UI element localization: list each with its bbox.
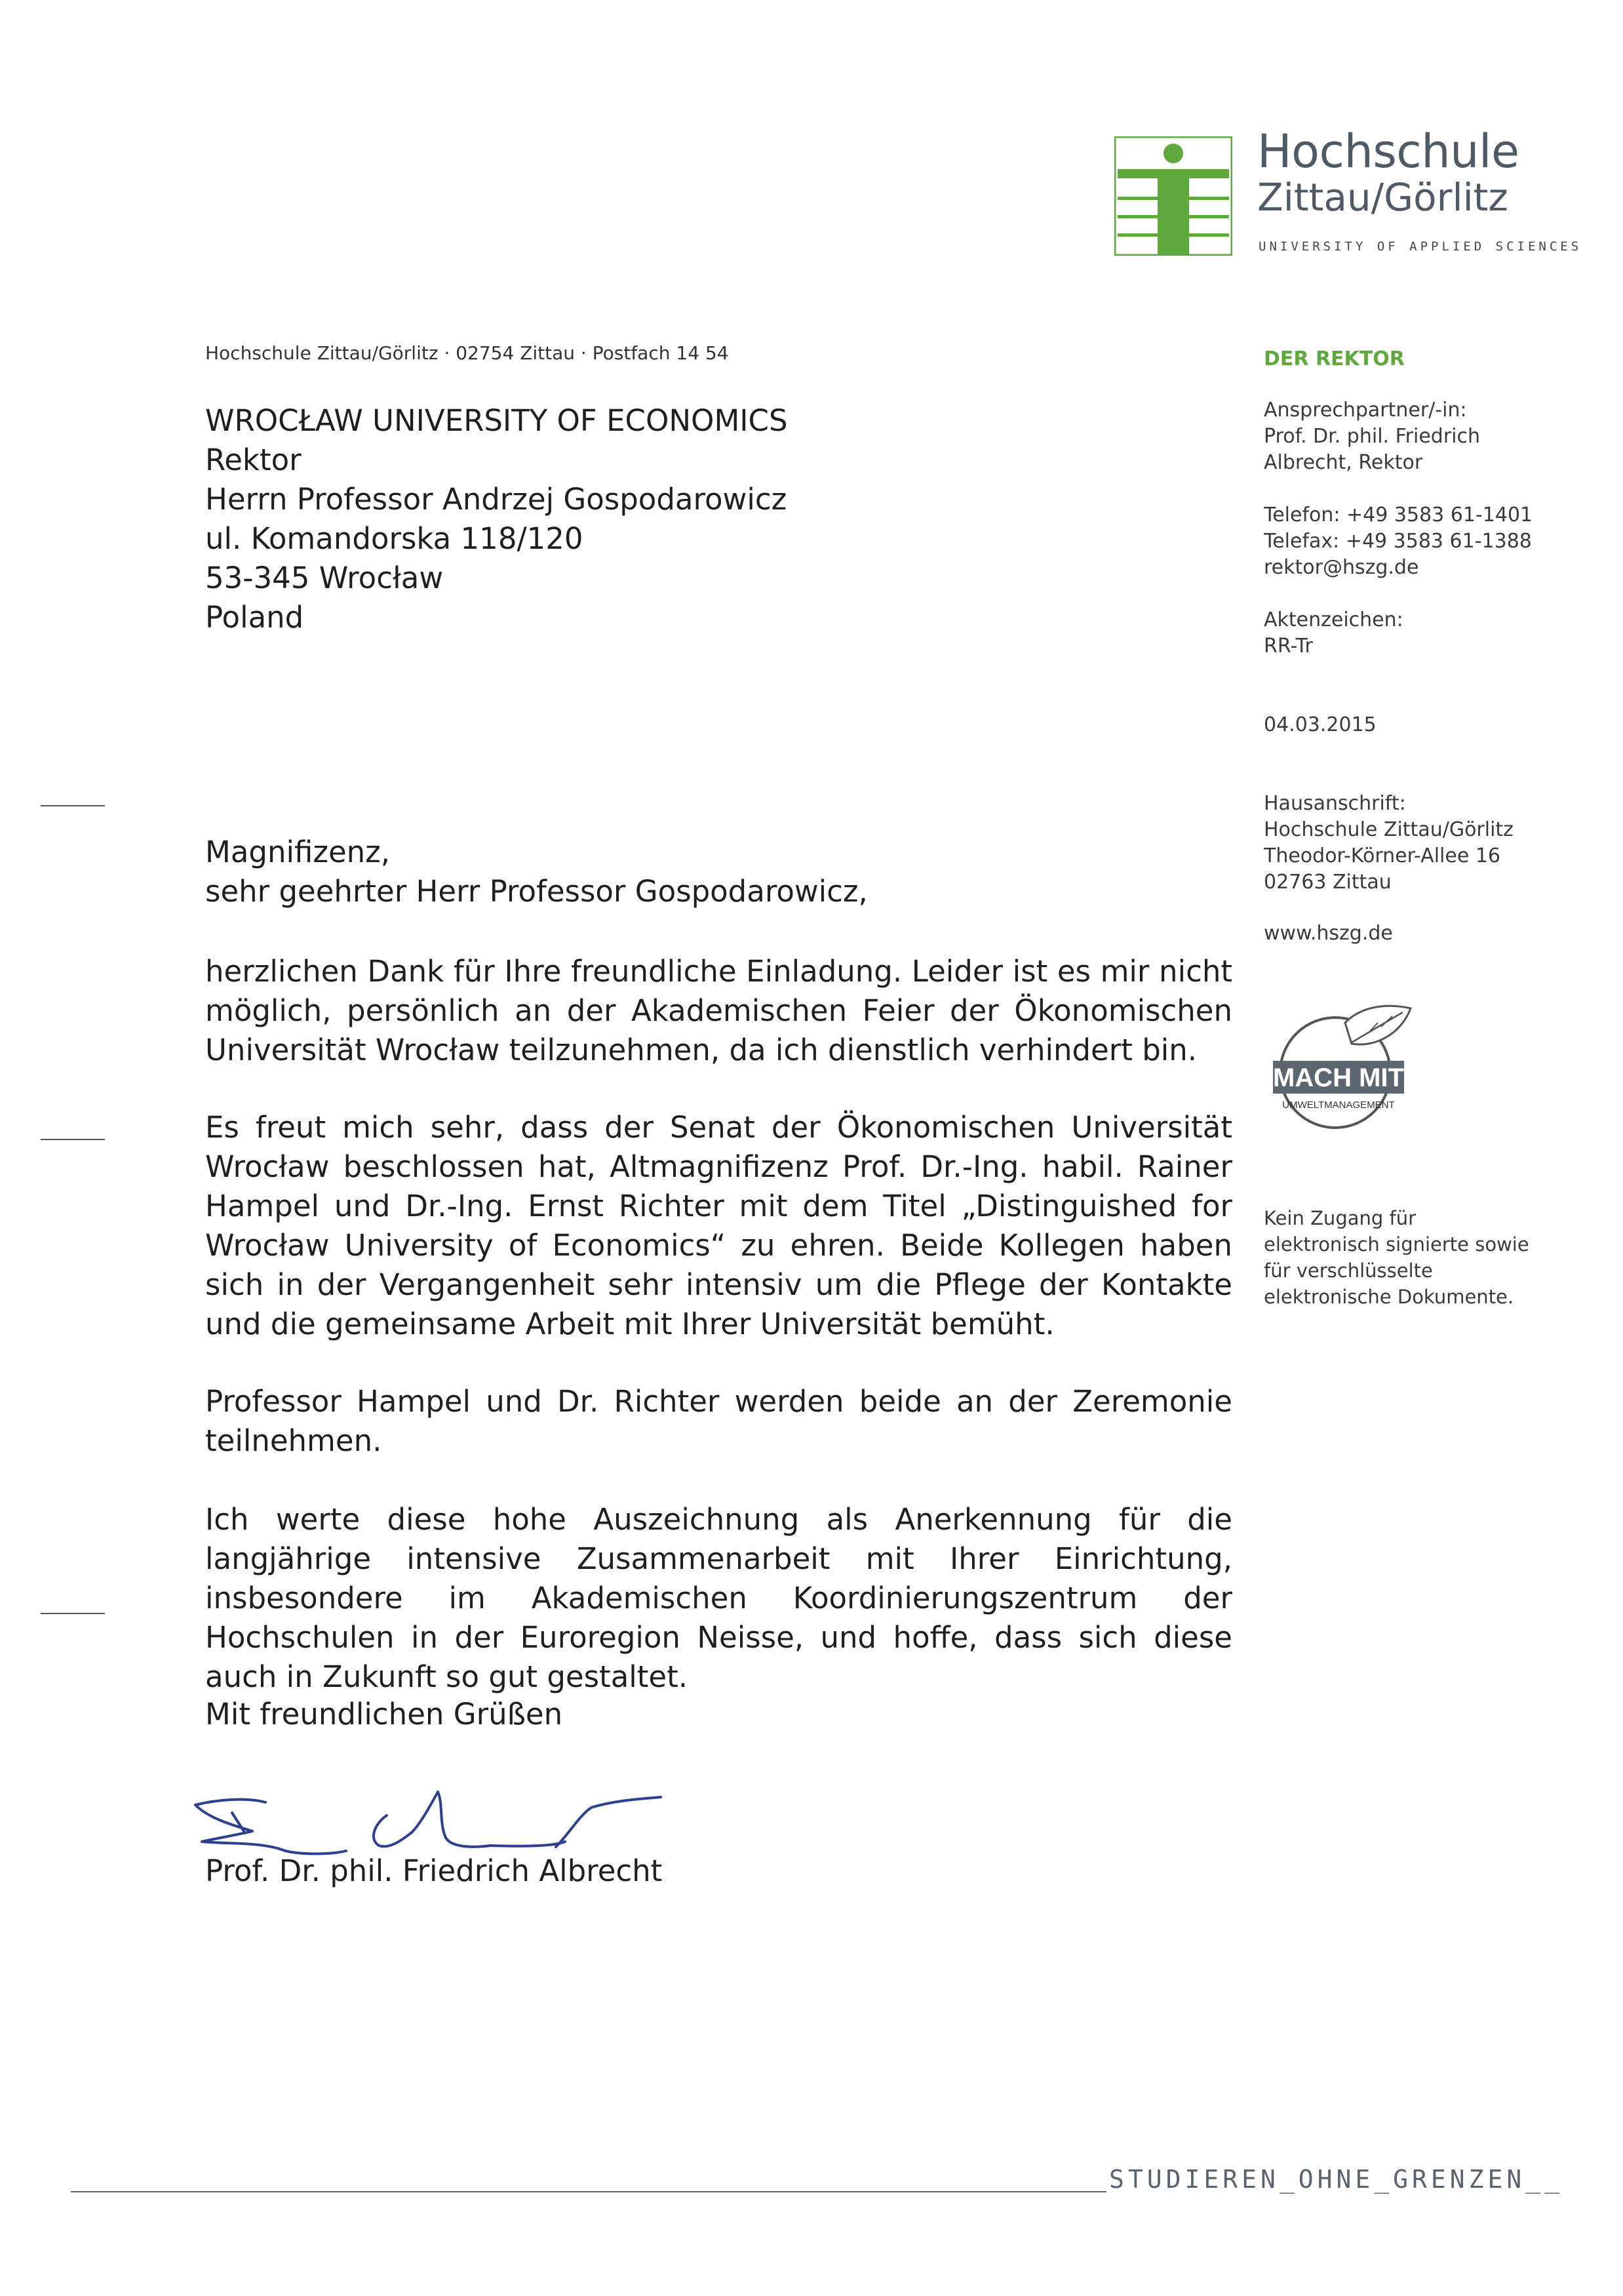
contact-name: Prof. Dr. phil. Friedrich [1264, 425, 1481, 448]
footer-rule [71, 2191, 1106, 2192]
badge-title: MACH MIT [1273, 1063, 1404, 1092]
salutation-line: Magnifizenz, [205, 835, 391, 869]
notice-line: für verschlüsselte [1264, 1259, 1433, 1282]
university-logo-icon [1114, 136, 1232, 256]
reference-label: Aktenzeichen: [1264, 608, 1403, 631]
logo-tagline: UNIVERSITY OF APPLIED SCIENCES [1259, 239, 1582, 254]
signer-name: Prof. Dr. phil. Friedrich Albrecht [205, 1853, 663, 1888]
recipient-line: Rektor [205, 443, 302, 477]
body-paragraph: Ich werte diese hohe Auszeichnung als Anerkennung für die langjährige intensive Zusammenarbeit mit Ihrer Einrichtung, insbesondere im Akademischen Koordinierungszentrum der Hochschulen in der Euroregion Neisse, und hoffe, dass sich diese auch in Zukunft so gut gestaltet. [205, 1502, 1232, 1694]
address-line: 02763 Zittau [1264, 871, 1392, 894]
body-paragraph: herzlichen Dank für Ihre freundliche Einladung. Leider ist es mir nicht möglich, persönlich an der Akademischen Feier der Ökonomischen Universität Wrocław teilzunehmen, da ich dienstlich verhindert bin. [205, 954, 1232, 1067]
recipient-line: Herrn Professor Andrzej Gospodarowicz [205, 482, 787, 517]
sidebar-heading: DER REKTOR [1264, 347, 1405, 370]
email-address: rektor@hszg.de [1264, 556, 1419, 579]
fax-number: Telefax: +49 3583 61-1388 [1264, 530, 1532, 553]
contact-details [1264, 502, 1572, 581]
letter-date: 04.03.2015 [1264, 713, 1377, 736]
salutation [205, 833, 868, 911]
address-label: Hausanschrift: [1264, 792, 1406, 815]
closing-formula: Mit freundlichen Grüßen [205, 1697, 563, 1732]
notice-line: elektronische Dokumente. [1264, 1286, 1514, 1308]
sender-return-address: Hochschule Zittau/Görlitz · 02754 Zittau · Postfach 14 54 [205, 342, 729, 364]
fold-mark [41, 1139, 105, 1140]
phone-number: Telefon: +49 3583 61-1401 [1264, 504, 1533, 526]
website: www.hszg.de [1264, 922, 1393, 945]
logo-subtitle: Zittau/Görlitz [1257, 175, 1508, 220]
fold-mark [41, 1613, 105, 1614]
badge-subtitle: UMWELTMANAGEMENT [1282, 1099, 1395, 1111]
body-paragraph: Professor Hampel und Dr. Richter werden beide an der Zeremonie teilnehmen. [205, 1384, 1232, 1458]
recipient-address [205, 401, 788, 637]
address-line: Theodor-Körner-Allee 16 [1264, 844, 1500, 867]
salutation-line: sehr geehrter Herr Professor Gospodarowicz, [205, 874, 868, 909]
electronic-documents-notice [1264, 1205, 1572, 1310]
logo-title: Hochschule [1257, 125, 1519, 178]
contact-name: Albrecht, Rektor [1264, 451, 1423, 474]
fold-mark [41, 805, 105, 806]
notice-line: elektronisch signierte sowie [1264, 1233, 1529, 1256]
recipient-line: ul. Komandorska 118/120 [205, 521, 583, 556]
body-paragraph: Es freut mich sehr, dass der Senat der Ökonomischen Universität Wrocław beschlossen hat, Altmagnifizenz Prof. Dr.-Ing. habil. Rainer Hampel und Dr.-Ing. Ernst Richter mit dem Titel „Distinguished for Wrocław University of Economics“ zu ehren. Beide Kollegen haben sich in der Vergangenheit sehr intensiv um die Pflege der Kontakte und die gemeinsame Arbeit mit Ihrer Universität bemüht. [205, 1110, 1232, 1341]
reference-block [1264, 607, 1572, 660]
footer-slogan: STUDIEREN_OHNE_GRENZEN__ [1109, 2165, 1564, 2194]
recipient-line: 53-345 Wrocław [205, 561, 444, 595]
contact-label: Ansprechpartner/-in: [1264, 399, 1467, 422]
mach-mit-badge-icon [1247, 995, 1430, 1130]
reference-value: RR-Tr [1264, 635, 1313, 658]
recipient-line: WROCŁAW UNIVERSITY OF ECONOMICS [205, 403, 788, 438]
recipient-line: Poland [205, 600, 304, 635]
address-line: Hochschule Zittau/Görlitz [1264, 818, 1514, 841]
contact-person [1264, 397, 1572, 476]
notice-line: Kein Zugang für [1264, 1207, 1417, 1229]
postal-address [1264, 791, 1572, 896]
